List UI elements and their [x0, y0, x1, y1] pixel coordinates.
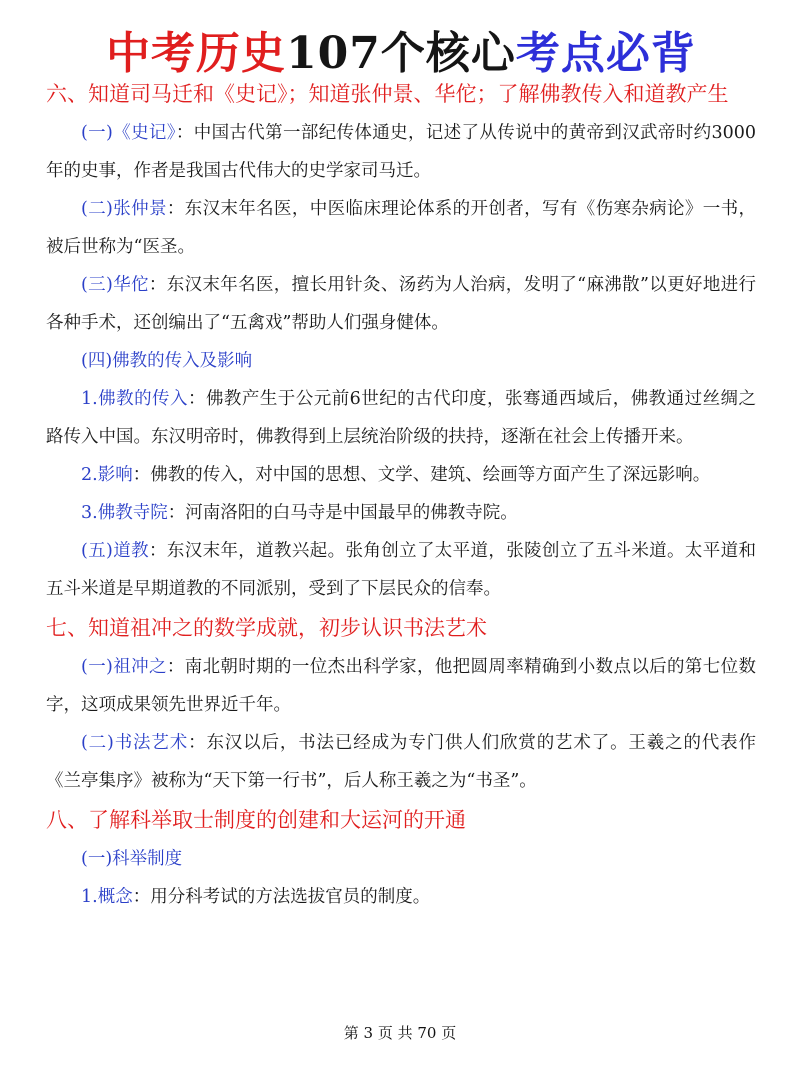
page-number: 第 3 页 共 70 页 — [343, 1024, 457, 1042]
label-taoism: (五)道教 — [81, 541, 149, 561]
text-huatuo: ：东汉末年名医，擅长用针灸、汤药为人治病，发明了“麻沸散”以更好地进行各种手术，还创编出了“五禽戏”帮助人们强身健体。 — [46, 275, 757, 333]
text-temple: ：河南洛阳的白马寺是中国最早的佛教寺院。 — [167, 503, 518, 523]
paragraph-huatuo — [46, 266, 756, 342]
label-influence: 2.影响 — [81, 465, 133, 485]
text-calligraphy: ：东汉以后，书法已经成为专门供人们欣赏的艺术了。王羲之的代表作《兰亭集序》被称为“天下第一行书”，后人称王羲之为“书圣”。 — [46, 733, 757, 791]
label-zuchongzhi: (一)祖冲之 — [81, 657, 167, 677]
section-heading-7: 七、知道祖冲之的数学成就，初步认识书法艺术 — [46, 616, 487, 640]
label-concept: 1.概念 — [81, 887, 133, 907]
title-part-3: 考点必背 — [515, 28, 696, 79]
paragraph-zhangzhongjing — [46, 190, 756, 266]
paragraph-influence — [46, 456, 756, 494]
text-influence: ：佛教的传入，对中国的思想、文学、建筑、绘画等方面产生了深远影响。 — [132, 465, 711, 485]
paragraph-concept — [46, 878, 756, 916]
label-temple: 3.佛教寺院 — [81, 503, 168, 523]
title-part-2: 107个核心 — [286, 28, 516, 79]
paragraph-shiji — [46, 114, 756, 190]
text-zhangzhongjing: ：东汉末年名医，中医临床理论体系的开创者，写有《伤寒杂病论》一书，被后世称为“医圣。 — [46, 199, 756, 257]
paragraph-calligraphy — [46, 724, 756, 800]
paragraph-temple — [46, 494, 756, 532]
subheading-buddhism: (四)佛教的传入及影响 — [81, 351, 253, 371]
paragraph-buddhism-intro — [46, 380, 756, 456]
text-zuchongzhi: ：南北朝时期的一位杰出科学家，他把圆周率精确到小数点以后的第七位数字，这项成果领先世界近千年。 — [46, 657, 756, 715]
paragraph-taoism — [46, 532, 756, 608]
label-shiji: (一)《史记》 — [81, 123, 176, 143]
text-buddhism-intro: ：佛教产生于公元前6世纪的古代印度，张骞通西域后，佛教通过丝绸之路传入中国。东汉明帝时，佛教得到上层统治阶级的扶持，逐渐在社会上传播开来。 — [46, 389, 756, 447]
text-shiji: ：中国古代第一部纪传体通史，记述了从传说中的黄帝到汉武帝时约3000年的史事，作者是我国古代伟大的史学家司马迁。 — [46, 123, 756, 181]
page-title — [46, 0, 756, 80]
label-calligraphy: (二)书法艺术 — [81, 733, 189, 753]
section-heading-8: 八、了解科举取士制度的创建和大运河的开通 — [46, 808, 466, 832]
title-part-1: 中考历史 — [106, 28, 287, 79]
label-buddhism-intro: 1.佛教的传入 — [81, 389, 188, 409]
section-heading-6: 六、知道司马迁和《史记》；知道张仲景、华佗；了解佛教传入和道教产生 — [46, 82, 729, 106]
label-huatuo: (三)华佗 — [81, 275, 149, 295]
subheading-keju: (一)科举制度 — [81, 849, 183, 869]
paragraph-zuchongzhi — [46, 648, 756, 724]
text-taoism: ：东汉末年，道教兴起。张角创立了太平道，张陵创立了五斗米道。太平道和五斗米道是早期道教的不同派别，受到了下层民众的信奉。 — [46, 541, 757, 599]
text-concept: ：用分科考试的方法选拔官员的制度。 — [132, 887, 431, 907]
label-zhangzhongjing: (二)张仲景 — [81, 199, 167, 219]
